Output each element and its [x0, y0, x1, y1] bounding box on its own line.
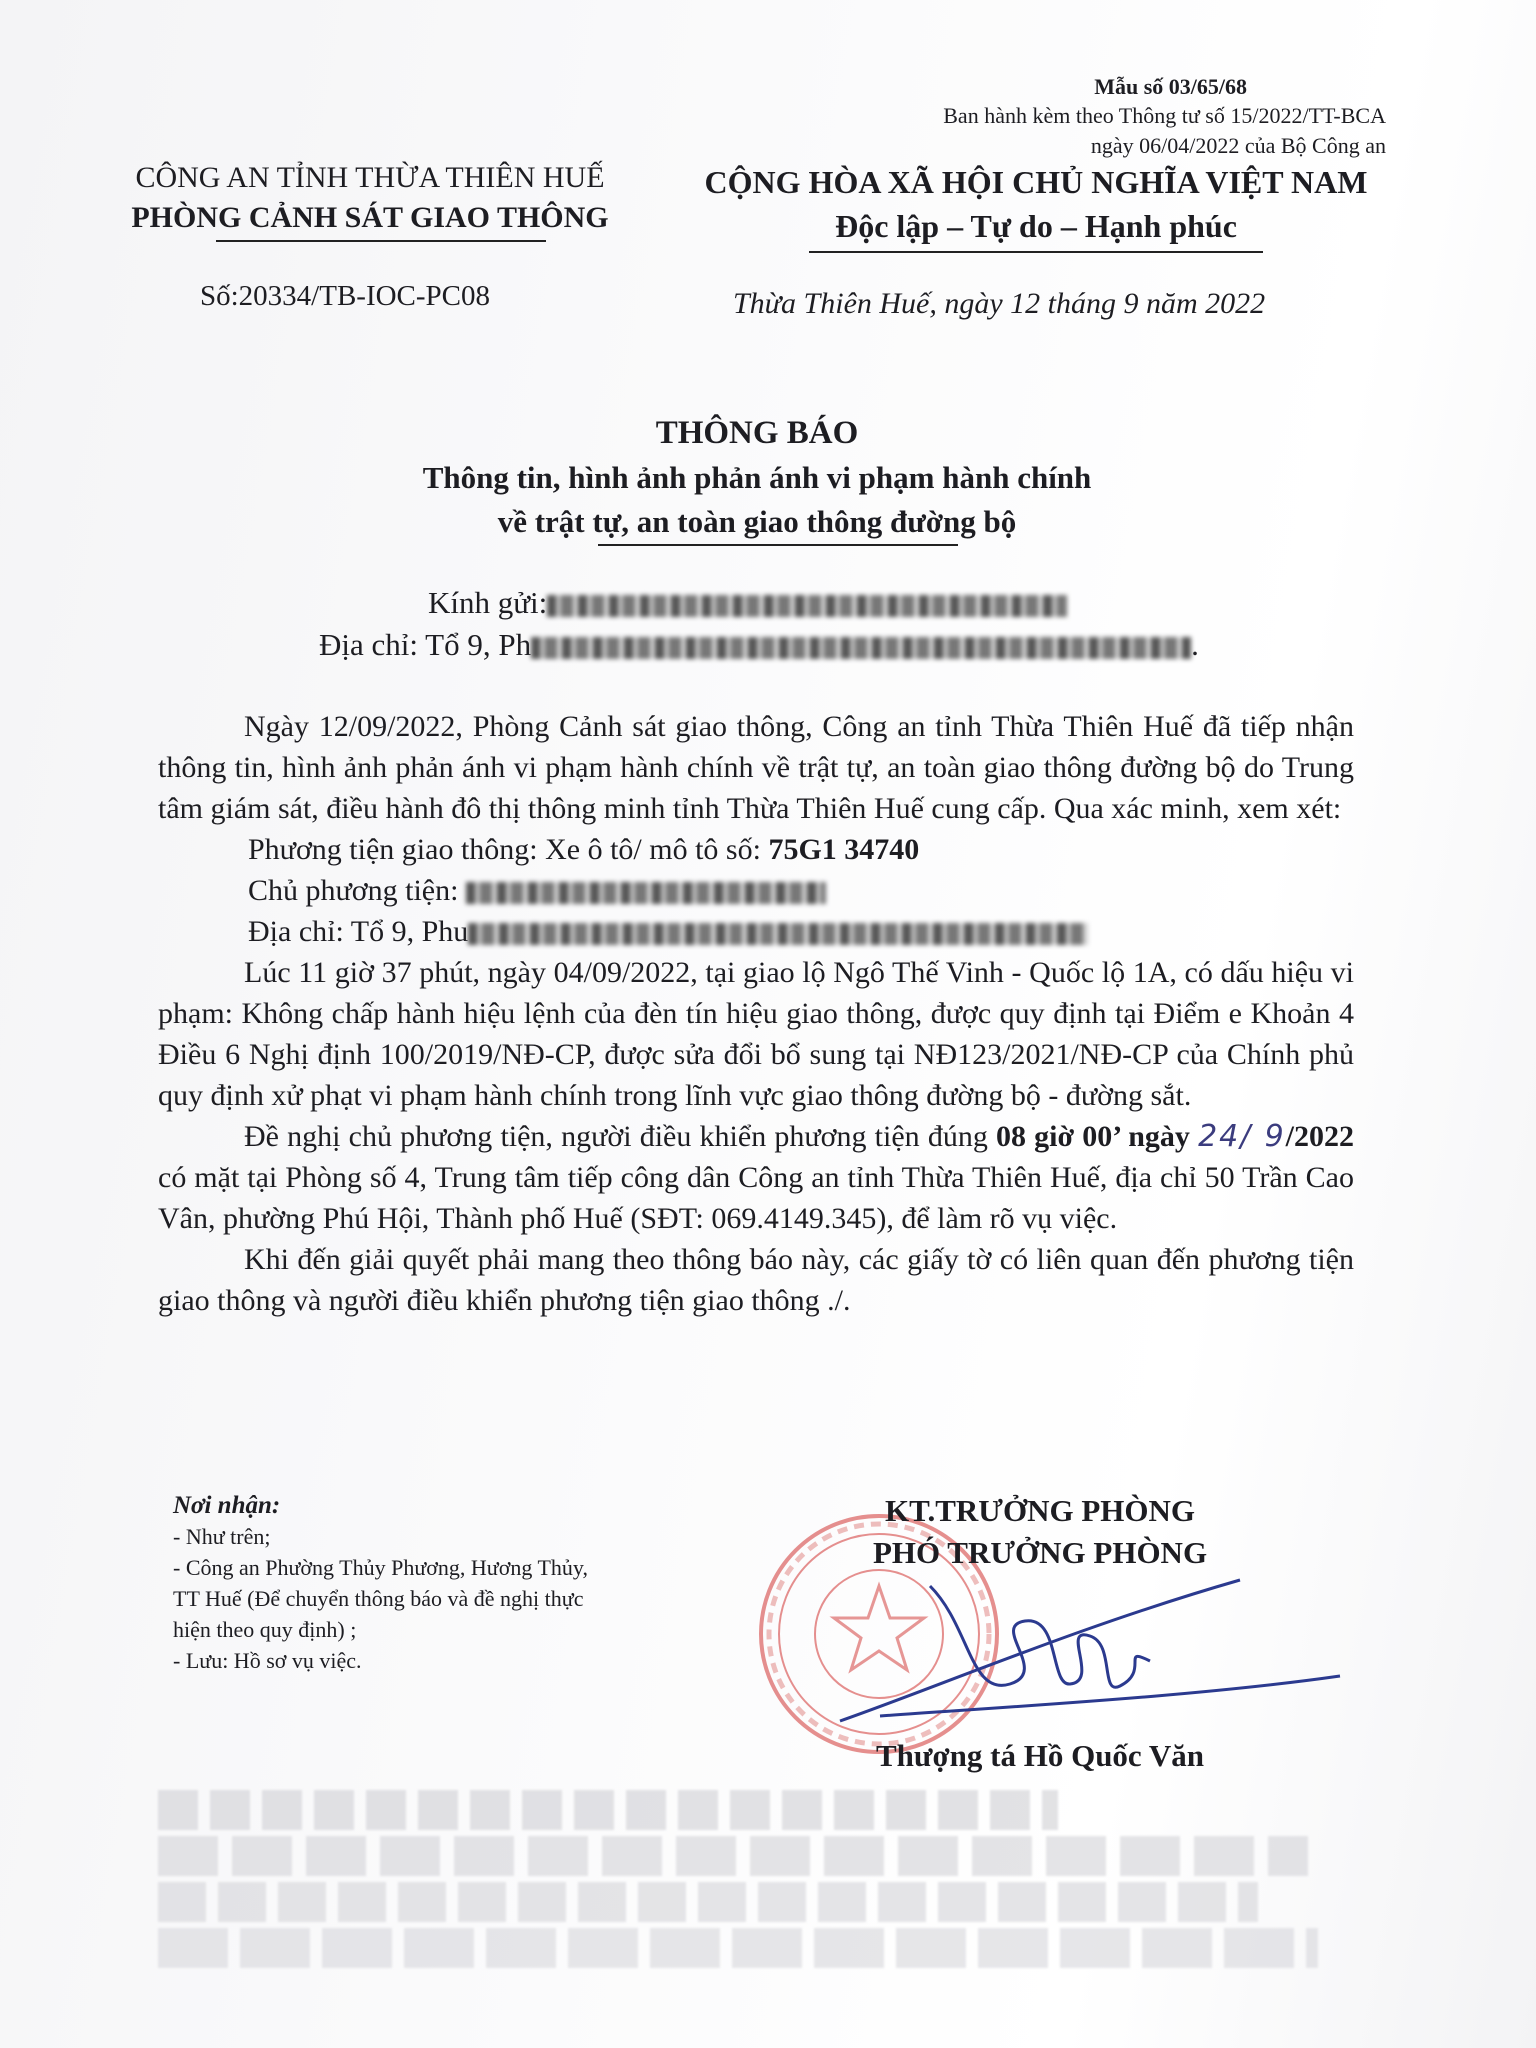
redacted-owner-address — [468, 923, 1088, 945]
agency-underline — [216, 240, 546, 242]
signer-title-line1: KT.TRƯỞNG PHÒNG — [885, 1493, 1195, 1528]
paragraph-closing: Khi đến giải quyết phải mang theo thông báo này, các giấy tờ có liên quan đến phương tiện giao thông và người điều khiển phương tiện giao thông ./. — [158, 1243, 1354, 1317]
owner-line — [158, 870, 1354, 911]
recipient-address — [319, 627, 1199, 663]
motto-underline — [809, 251, 1263, 253]
paragraph-violation: Lúc 11 giờ 37 phút, ngày 04/09/2022, tại giao lộ Ngô Thế Vinh - Quốc lộ 1A, có dấu hiệu vi phạm: Không chấp hành hiệu lệnh của đèn tín hiệu giao thông, được quy định tại Điểm e Khoản 4 Điều 6 Nghị định 100/2019/NĐ-CP, được sửa đổi bổ sung tại NĐ123/2021/NĐ-CP của Chính phủ quy định xử phạt vi phạm hành chính trong lĩnh vực giao thông đường bộ - đường sắt. — [158, 956, 1354, 1112]
owner-address-line — [158, 911, 1354, 952]
vehicle-plate: 75G1 34740 — [768, 833, 920, 866]
paragraph-received: Ngày 12/09/2022, Phòng Cảnh sát giao thông, Công an tỉnh Thừa Thiên Huế đã tiếp nhận thông tin, hình ảnh phản ánh vi phạm hành chính về trật tự, an toàn giao thông đường bộ do Trung tâm giám sát, điều hành đô thị thông minh tỉnh Thừa Thiên Huế cung cấp. Qua xác minh, xem xét: — [158, 710, 1354, 825]
signer-name: Thượng tá Hồ Quốc Văn — [875, 1738, 1205, 1773]
recipient-to-label: Kính gửi: — [428, 585, 548, 620]
redacted-recipient-address — [531, 637, 1191, 659]
redacted-owner-name — [466, 882, 826, 904]
issuing-agency — [96, 158, 644, 238]
redacted-recipient-name — [547, 595, 1067, 617]
form-issued-line2: ngày 06/04/2022 của Bộ Công an — [1090, 133, 1386, 158]
recipient-address-label: Địa chỉ: Tổ 9, Ph — [319, 627, 532, 662]
form-issued-line1: Ban hành kèm theo Thông tư số 15/2022/TT-BCA — [943, 103, 1386, 128]
nation-name: CỘNG HÒA XÃ HỘI CHỦ NGHĨA VIỆT NAM — [704, 164, 1368, 200]
vehicle-label: Phương tiện giao thông: Xe ô tô/ mô tô số: — [248, 833, 769, 866]
handwritten-date: 24/ 9 — [1198, 1119, 1286, 1154]
nation-motto: Độc lập – Tự do – Hạnh phúc — [835, 208, 1237, 244]
vehicle-line — [158, 829, 1354, 870]
request-time: 08 giờ 00’ ngày — [996, 1120, 1190, 1153]
title-sub1: Thông tin, hình ảnh phản ánh vi phạm hành chính — [422, 460, 1092, 495]
recipient-item: TT Huế (Để chuyển thông báo và đề nghị thực — [173, 1586, 584, 1611]
handwritten-signature-icon — [820, 1566, 1360, 1726]
request-year: /2022 — [1285, 1120, 1355, 1153]
signer-title — [780, 1490, 1300, 1574]
title-sub2: về trật tự, an toàn giao thông đường bộ — [497, 504, 1017, 539]
body-text — [158, 706, 1354, 1321]
recipients-list — [173, 1490, 588, 1676]
paragraph-request — [158, 1116, 1354, 1239]
agency-department: PHÒNG CẢNH SÁT GIAO THÔNG — [131, 201, 609, 234]
signer-title-line2: PHÓ TRƯỞNG PHÒNG — [872, 1535, 1208, 1570]
agency-parent: CÔNG AN TỈNH THỪA THIÊN HUẾ — [135, 161, 605, 194]
title-main: THÔNG BÁO — [655, 415, 859, 451]
recipient-item: - Như trên; — [173, 1524, 271, 1549]
recipient-address-end: . — [1191, 627, 1199, 662]
recipient-item: - Lưu: Hồ sơ vụ việc. — [173, 1648, 362, 1673]
form-issued-note — [943, 101, 1386, 161]
document-title — [250, 410, 1264, 544]
request-rest: có mặt tại Phòng số 4, Trung tâm tiếp công dân Công an tỉnh Thừa Thiên Huế, địa chỉ 50 Trần Cao Vân, phường Phú Hội, Thành phố Huế (SĐT: 069.4149.345), để làm rõ vụ việc. — [158, 1161, 1354, 1235]
place-date: Thừa Thiên Huế, ngày 12 tháng 9 năm 2022 — [733, 287, 1266, 320]
recipient-to — [428, 585, 1067, 621]
recipients-heading: Nơi nhận: — [173, 1492, 281, 1519]
request-lead: Đề nghị chủ phương tiện, người điều khiển phương tiện đúng — [244, 1120, 996, 1153]
recipient-item: hiện theo quy định) ; — [173, 1617, 357, 1642]
form-code: Mẫu số 03/65/68 — [1094, 74, 1247, 99]
document-number: Số:20334/TB-IOC-PC08 — [200, 280, 491, 312]
national-header — [676, 160, 1396, 248]
title-underline — [598, 544, 958, 546]
recipient-item: - Công an Phường Thủy Phương, Hương Thủy, — [173, 1555, 588, 1580]
show-through-texture — [158, 1790, 1354, 1968]
owner-label: Chủ phương tiện: — [248, 874, 466, 907]
owner-address-label: Địa chỉ: Tổ 9, Phu — [248, 915, 469, 948]
